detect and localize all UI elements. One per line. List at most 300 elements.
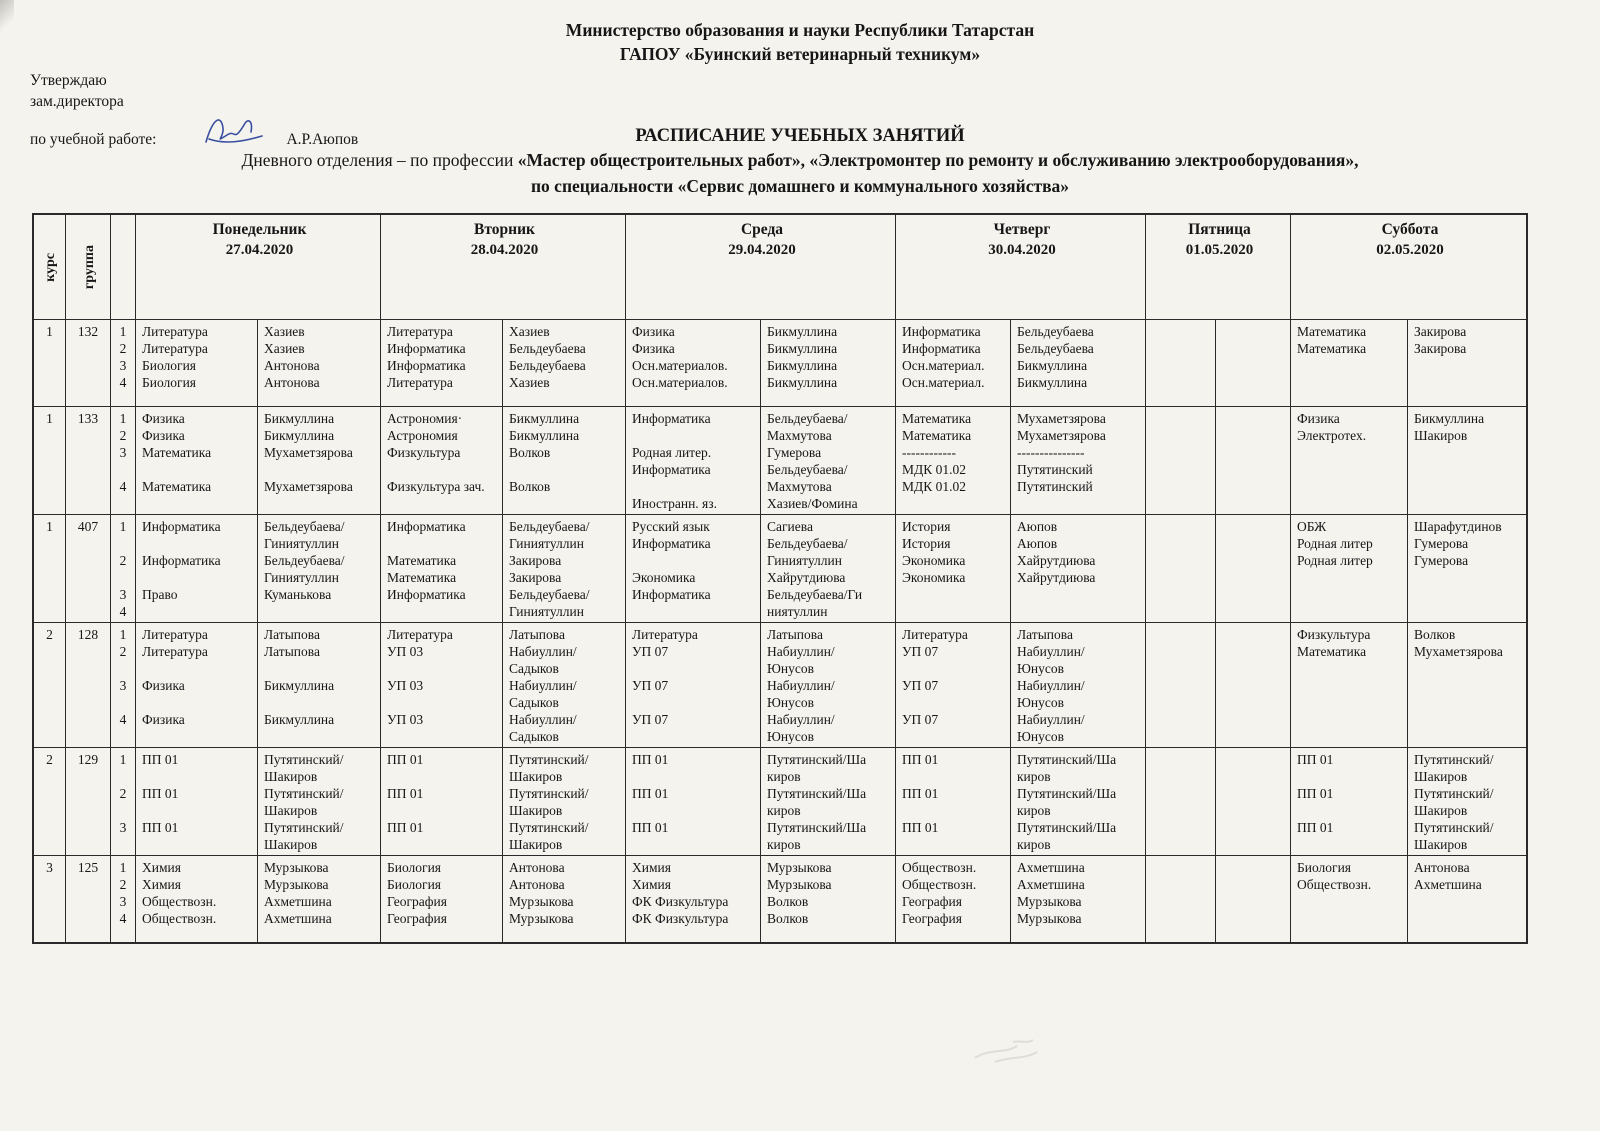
cell-line: УП 03 xyxy=(387,644,424,659)
group-cell xyxy=(66,515,111,622)
cell-line xyxy=(902,802,1007,819)
cell-line: Юнусов xyxy=(767,695,814,710)
cell-line xyxy=(142,660,254,677)
cell-line: 4 xyxy=(119,479,127,494)
cell-line: Физкультура зач. xyxy=(387,479,485,494)
subject-cell xyxy=(1291,623,1408,747)
cell-line: Физика xyxy=(1297,411,1340,426)
cell-line: Гиниятуллин xyxy=(767,553,842,568)
cell-line xyxy=(902,728,1007,745)
teacher-cell xyxy=(761,515,896,622)
cell-line: Латыпова xyxy=(767,627,823,642)
teacher-cell xyxy=(1011,407,1146,514)
cell-line: 3 xyxy=(119,445,127,460)
cell-line: 4 xyxy=(119,375,127,390)
cell-line: Бельдеубаева/ xyxy=(767,411,848,426)
course-cell xyxy=(34,748,66,855)
cell-line xyxy=(113,660,133,677)
cell-line: Бикмуллина xyxy=(509,411,580,426)
lesson-num-cell xyxy=(111,748,136,855)
subject-cell xyxy=(1146,320,1216,406)
teacher-cell xyxy=(1011,856,1146,942)
cell-line: УП 07 xyxy=(632,644,669,659)
cell-line: Право xyxy=(142,587,178,602)
cell-line: Мурзыкова xyxy=(1017,911,1082,926)
table-row xyxy=(34,856,1526,942)
cell-line: Хазиев xyxy=(509,375,550,390)
cell-line: Путятинский/Ша xyxy=(767,820,867,835)
cell-line: Хазиев xyxy=(509,324,550,339)
teacher-cell xyxy=(1408,748,1526,855)
cell-line: Физика xyxy=(632,341,675,356)
lesson-num-cell xyxy=(111,320,136,406)
cell-line: Математика xyxy=(1297,324,1367,339)
subject-cell xyxy=(381,515,503,622)
day-name: Понедельник xyxy=(212,221,307,238)
teacher-cell xyxy=(503,856,626,942)
cell-line: Бикмуллина xyxy=(264,712,335,727)
day-header-cell xyxy=(626,215,896,319)
course-cell xyxy=(34,407,66,514)
cell-line: Информатика xyxy=(902,341,981,356)
cell-line xyxy=(264,694,377,711)
cell-line: Литература xyxy=(142,627,208,642)
subject-cell xyxy=(626,856,761,942)
cell-line: Антонова xyxy=(264,358,320,373)
teacher-cell xyxy=(503,407,626,514)
cell-line: Хазиев xyxy=(264,341,305,356)
cell-line: Обществозн. xyxy=(1297,877,1372,892)
cell-line: ПП 01 xyxy=(902,752,939,767)
cell-line: 4 xyxy=(119,604,127,619)
cell-line: Литература xyxy=(387,375,453,390)
cell-line: Родная литер. xyxy=(632,445,712,460)
cell-line: киров xyxy=(1017,803,1051,818)
day-name: Пятница xyxy=(1188,221,1251,238)
subject-cell xyxy=(381,748,503,855)
teacher-cell xyxy=(761,623,896,747)
cell-line: Обществозн. xyxy=(142,894,217,909)
cell-line: МДК 01.02 xyxy=(902,479,966,494)
cell-line: Литература xyxy=(387,324,453,339)
lesson-num-cell xyxy=(111,623,136,747)
table-row xyxy=(34,515,1526,623)
cell-line: Литература xyxy=(632,627,698,642)
cell-line: ПП 01 xyxy=(142,820,179,835)
cell-line: Мурзыкова xyxy=(509,894,574,909)
lesson-num-header-cell xyxy=(111,215,136,319)
cell-line: Химия xyxy=(632,860,671,875)
cell-line: Обществозн. xyxy=(902,860,977,875)
cell-line: Шакиров xyxy=(264,803,318,818)
teacher-cell xyxy=(1216,856,1291,942)
subject-cell xyxy=(896,623,1011,747)
cell-line xyxy=(902,694,1007,711)
cell-line: УП 07 xyxy=(902,712,939,727)
cell-line: 1 xyxy=(46,411,53,426)
cell-line: География xyxy=(387,894,447,909)
cell-line: Электротех. xyxy=(1297,428,1367,443)
cell-line: Бельдеубаева/ xyxy=(509,587,590,602)
teacher-cell xyxy=(1408,320,1526,406)
cell-line: Набиуллин/ xyxy=(767,712,835,727)
cell-line: Куманькова xyxy=(264,587,332,602)
cell-line: Мурзыкова xyxy=(767,877,832,892)
cell-line: 3 xyxy=(119,820,127,835)
teacher-cell xyxy=(761,320,896,406)
cell-line: Мурзыкова xyxy=(767,860,832,875)
teacher-cell xyxy=(1011,515,1146,622)
cell-line: Путятинский/Ша xyxy=(1017,786,1117,801)
cell-line: Волков xyxy=(767,911,809,926)
cell-line: Бикмуллина xyxy=(1017,358,1088,373)
cell-line: Информатика xyxy=(142,519,221,534)
cell-line: Биология xyxy=(142,375,197,390)
cell-line: УП 07 xyxy=(902,644,939,659)
cell-line: ПП 01 xyxy=(387,752,424,767)
day-date: 28.04.2020 xyxy=(470,242,539,258)
day-date: 02.05.2020 xyxy=(1376,242,1444,258)
cell-line: 2 xyxy=(119,644,127,659)
teacher-cell xyxy=(1011,320,1146,406)
cell-line: 3 xyxy=(119,894,127,909)
day-name: Четверг xyxy=(993,221,1051,238)
cell-line: Антонова xyxy=(509,877,565,892)
subject-cell xyxy=(896,856,1011,942)
cell-line: Путятинский/ xyxy=(264,786,344,801)
cell-line xyxy=(113,802,133,819)
cell-line: Шакиров xyxy=(264,837,318,852)
cell-line: Русский язык xyxy=(632,519,710,534)
cell-line xyxy=(142,569,254,586)
cell-line xyxy=(387,660,499,677)
cell-line: ПП 01 xyxy=(632,820,669,835)
lesson-num-cell xyxy=(111,407,136,514)
cell-line: Бикмуллина xyxy=(264,411,335,426)
cell-line: Ахметшина xyxy=(1017,860,1085,875)
cell-line: Антонова xyxy=(264,375,320,390)
cell-line: Шакиров xyxy=(1414,428,1468,443)
subject-cell xyxy=(381,407,503,514)
subject-cell xyxy=(896,515,1011,622)
cell-line: Информатика xyxy=(632,536,711,551)
cell-line: Биология xyxy=(142,358,197,373)
teacher-cell xyxy=(1408,623,1526,747)
cell-line: Шакиров xyxy=(1414,769,1468,784)
cell-line xyxy=(113,535,133,552)
teacher-cell xyxy=(258,856,381,942)
cell-line: 4 xyxy=(119,911,127,926)
cell-line: Математика xyxy=(902,428,972,443)
course-cell xyxy=(34,856,66,942)
teacher-cell xyxy=(258,748,381,855)
subject-cell xyxy=(626,320,761,406)
subject-cell xyxy=(381,856,503,942)
cell-line xyxy=(632,478,757,495)
lesson-num-cell xyxy=(111,856,136,942)
cell-line: Мухаметзярова xyxy=(264,445,353,460)
cell-line: Садыков xyxy=(509,695,559,710)
teacher-cell xyxy=(1011,748,1146,855)
subject-cell xyxy=(136,407,258,514)
cell-line: Гиниятуллин xyxy=(264,570,339,585)
cell-line xyxy=(113,768,133,785)
cell-line: Литература xyxy=(142,644,208,659)
cell-line: Набиуллин/ xyxy=(509,678,577,693)
cell-line: Мурзыкова xyxy=(1017,894,1082,909)
cell-line: Путятинский/ xyxy=(509,786,589,801)
course-header-label: курс xyxy=(43,253,58,282)
subject-cell xyxy=(1146,515,1216,622)
teacher-cell xyxy=(1216,320,1291,406)
cell-line: Путятинский/ xyxy=(509,752,589,767)
cell-line: Астрономия· xyxy=(387,411,463,426)
cell-line: Латыпова xyxy=(509,627,565,642)
cell-line: Махмутова xyxy=(767,428,832,443)
cell-line xyxy=(1297,768,1404,785)
cell-line: Мухаметзярова xyxy=(1017,428,1106,443)
cell-line: Бельдеубаева xyxy=(509,341,586,356)
subject-cell xyxy=(1146,623,1216,747)
cell-line xyxy=(264,660,377,677)
cell-line: Набиуллин/ xyxy=(1017,678,1085,693)
cell-line xyxy=(632,768,757,785)
cell-line: Астрономия xyxy=(387,428,458,443)
cell-line: История xyxy=(902,536,951,551)
cell-line: 1 xyxy=(119,519,127,534)
cell-line xyxy=(632,552,757,569)
cell-line: Ахметшина xyxy=(264,911,332,926)
cell-line: Математика xyxy=(1297,644,1367,659)
cell-line: 3 xyxy=(119,587,127,602)
cell-line: Экономика xyxy=(902,570,966,585)
table-row xyxy=(34,623,1526,748)
cell-line xyxy=(387,728,499,745)
cell-line xyxy=(632,694,757,711)
cell-line: Шакиров xyxy=(1414,837,1468,852)
cell-line: ПП 01 xyxy=(1297,820,1334,835)
teacher-cell xyxy=(761,407,896,514)
teacher-cell xyxy=(1216,748,1291,855)
group-cell xyxy=(66,623,111,747)
cell-line: 2 xyxy=(119,428,127,443)
cell-line: 1 xyxy=(119,752,127,767)
cell-line xyxy=(632,603,757,620)
cell-line: Закирова xyxy=(509,553,562,568)
document-subtitle-line-2 xyxy=(30,173,1570,199)
cell-line: Родная литер xyxy=(1297,536,1373,551)
cell-line: Бельдеубаева xyxy=(1017,341,1094,356)
cell-line: Путятинский xyxy=(1017,462,1093,477)
teacher-cell xyxy=(503,320,626,406)
approval-line-2: зам.директора xyxy=(30,93,124,110)
cell-line: Путятинский/ xyxy=(264,820,344,835)
cell-line: киров xyxy=(1017,837,1051,852)
cell-line: Путятинский/ xyxy=(1414,752,1494,767)
cell-line: ПП 01 xyxy=(142,752,179,767)
cell-line: Набиуллин/ xyxy=(509,644,577,659)
cell-line: Закирова xyxy=(509,570,562,585)
teacher-cell xyxy=(503,748,626,855)
cell-line: ПП 01 xyxy=(632,786,669,801)
cell-line: УП 07 xyxy=(632,678,669,693)
cell-line: Бикмуллина xyxy=(767,341,838,356)
cell-line: Литература xyxy=(142,324,208,339)
subject-cell xyxy=(1146,856,1216,942)
cell-line: Путятинский/Ша xyxy=(767,786,867,801)
subject-cell xyxy=(626,623,761,747)
cell-line: Химия xyxy=(142,860,181,875)
cell-line: ФК Физкультура xyxy=(632,894,729,909)
cell-line: Математика xyxy=(142,445,212,460)
subject-cell xyxy=(381,623,503,747)
cell-line: Литература xyxy=(142,341,208,356)
cell-line xyxy=(902,768,1007,785)
cell-line: Мурзыкова xyxy=(509,911,574,926)
cell-line: Путятинский/Ша xyxy=(767,752,867,767)
cell-line: Осн.материалов. xyxy=(632,358,728,373)
cell-line: Волков xyxy=(509,479,551,494)
subject-cell xyxy=(626,748,761,855)
cell-line: 2 xyxy=(46,752,53,767)
cell-line: Ахметшина xyxy=(264,894,332,909)
cell-line: Шакиров xyxy=(264,769,318,784)
cell-line: Хазиев xyxy=(264,324,305,339)
course-cell xyxy=(34,623,66,747)
cell-line: 1 xyxy=(119,627,127,642)
cell-line: Юнусов xyxy=(1017,661,1064,676)
teacher-cell xyxy=(1408,856,1526,942)
cell-line: Шакиров xyxy=(509,769,563,784)
day-date: 29.04.2020 xyxy=(728,242,796,258)
cell-line: Осн.материал. xyxy=(902,375,985,390)
subject-cell xyxy=(136,320,258,406)
day-date: 27.04.2020 xyxy=(225,242,294,258)
cell-line: 2 xyxy=(119,553,127,568)
cell-line xyxy=(142,768,254,785)
group-header-cell xyxy=(66,215,111,319)
cell-line: 4 xyxy=(119,712,127,727)
approval-signer: А.Р.Аюпов xyxy=(286,131,359,148)
cell-line xyxy=(113,836,133,853)
signature xyxy=(200,112,266,156)
cell-line: Информатика xyxy=(632,462,711,477)
cell-line xyxy=(142,802,254,819)
cell-line: Информатика xyxy=(632,587,711,602)
cell-line: ------------ xyxy=(902,445,956,460)
cell-line: ПП 01 xyxy=(1297,752,1334,767)
cell-line: ПП 01 xyxy=(142,786,179,801)
group-cell xyxy=(66,407,111,514)
cell-line xyxy=(113,461,133,478)
cell-line: Махмутова xyxy=(767,479,832,494)
teacher-cell xyxy=(1011,623,1146,747)
cell-line: Физкультура xyxy=(1297,627,1371,642)
table-row xyxy=(34,320,1526,407)
cell-line: Ахметшина xyxy=(1414,877,1482,892)
subject-cell xyxy=(1146,748,1216,855)
cell-line: Шакиров xyxy=(1414,803,1468,818)
subject-cell xyxy=(1291,407,1408,514)
cell-line xyxy=(142,461,254,478)
teacher-cell xyxy=(1408,515,1526,622)
cell-line: ПП 01 xyxy=(387,786,424,801)
teacher-cell xyxy=(258,407,381,514)
cell-line xyxy=(632,802,757,819)
cell-line: Математика xyxy=(902,411,972,426)
group-cell xyxy=(66,748,111,855)
subtitle-bold-2: по специальности «Сервис домашнего и коммунального хозяйства» xyxy=(530,176,1070,196)
cell-line: Математика xyxy=(142,479,212,494)
cell-line: 2 xyxy=(119,786,127,801)
cell-line: Физика xyxy=(632,324,675,339)
cell-line: Набиуллин/ xyxy=(1017,712,1085,727)
subject-cell xyxy=(896,320,1011,406)
day-name: Вторник xyxy=(474,221,535,238)
cell-line: --------------- xyxy=(1017,445,1085,460)
cell-line xyxy=(264,461,377,478)
cell-line: 2 xyxy=(119,341,127,356)
cell-line: ПП 01 xyxy=(387,820,424,835)
cell-line: Шакиров xyxy=(509,803,563,818)
cell-line: ОБЖ xyxy=(1297,519,1327,534)
cell-line: Бельдеубаева/ xyxy=(767,462,848,477)
cell-line: Гиниятуллин xyxy=(509,604,584,619)
cell-line: Информатика xyxy=(387,587,466,602)
approval-line-1: Утверждаю xyxy=(30,72,107,89)
cell-line: Набиуллин/ xyxy=(767,678,835,693)
approval-line-3: по учебной работе: xyxy=(30,131,157,148)
cell-line: География xyxy=(387,911,447,926)
subject-cell xyxy=(136,748,258,855)
cell-line: Бельдеубаева/ xyxy=(767,536,848,551)
cell-line: Волков xyxy=(509,445,551,460)
cell-line: Путятинский xyxy=(1017,479,1093,494)
subject-cell xyxy=(626,515,761,622)
cell-line: История xyxy=(902,519,951,534)
cell-line xyxy=(632,728,757,745)
cell-line: Экономика xyxy=(632,570,696,585)
teacher-cell xyxy=(1216,623,1291,747)
cell-line xyxy=(1297,802,1404,819)
cell-line: Путятинский/Ша xyxy=(1017,820,1117,835)
cell-line: Бельдеубаева/ xyxy=(509,519,590,534)
cell-line: Бикмуллина xyxy=(1017,375,1088,390)
teacher-cell xyxy=(761,748,896,855)
cell-line: Путятинский/ xyxy=(1414,786,1494,801)
cell-line: Мурзыкова xyxy=(264,860,329,875)
cell-line xyxy=(387,535,499,552)
subject-cell xyxy=(381,320,503,406)
cell-line: Бельдеубаева/Ги xyxy=(767,587,863,602)
cell-line: киров xyxy=(767,837,801,852)
cell-line: Антонова xyxy=(1414,860,1470,875)
subtitle-normal: Дневного отделения – по профессии xyxy=(241,150,518,170)
cell-line: Математика xyxy=(387,553,457,568)
cell-line: Мухаметзярова xyxy=(264,479,353,494)
approval-block xyxy=(30,70,460,150)
day-header-cell xyxy=(1291,215,1526,319)
cell-line: ПП 01 xyxy=(1297,786,1334,801)
cell-line: Латыпова xyxy=(1017,627,1073,642)
cell-line: Бикмуллина xyxy=(767,375,838,390)
cell-line: Хазиев/Фомина xyxy=(767,496,858,511)
cell-line: Набиуллин/ xyxy=(1017,644,1085,659)
cell-line: Физика xyxy=(142,678,185,693)
cell-line: ФК Физкультура xyxy=(632,911,729,926)
cell-line: Информатика xyxy=(632,411,711,426)
cell-line: Бельдеубаева/ xyxy=(264,553,345,568)
